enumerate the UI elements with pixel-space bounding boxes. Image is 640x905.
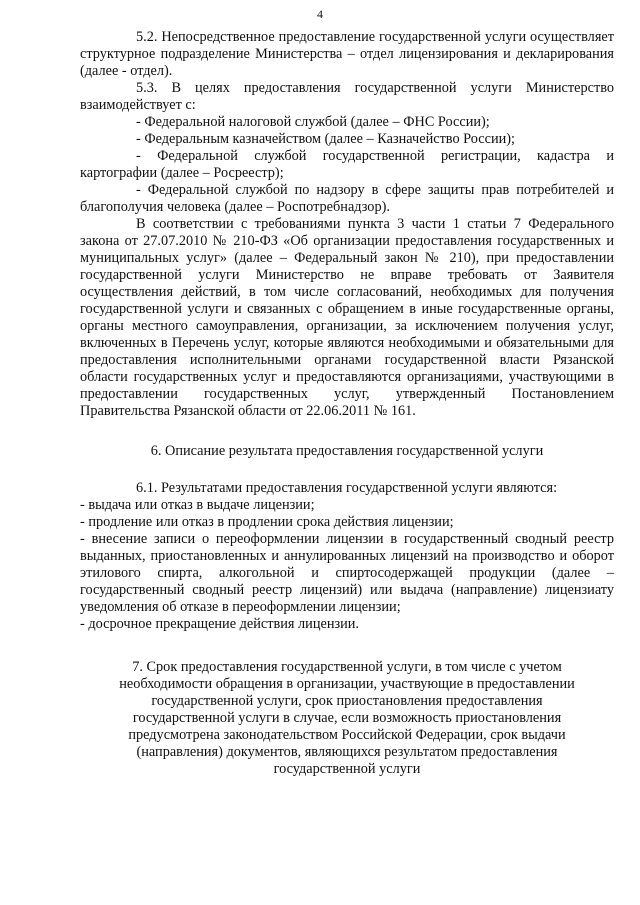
- paragraph-6-1: 6.1. Результатами предоставления государственной услуги являются:: [136, 480, 558, 496]
- list-item-rosreestr: - Федеральной службой государственной регистрации, кадастра и картографии (далее – Росреестр);: [80, 148, 614, 181]
- list-item-issue: - выдача или отказ в выдаче лицензии;: [80, 497, 315, 513]
- paragraph-5-2: 5.2. Непосредственное предоставление государственной услуги осуществляет структурное подразделение Министерства – отдел лицензирования и декларирования (далее - отдел).: [80, 29, 614, 79]
- paragraph-requirements: В соответствии с требованиями пункта 3 части 1 статьи 7 Федерального закона от 27.07.2010 № 210-ФЗ «Об организации предоставления государственных и муниципальных услуг» (далее – Федеральный закон № 210), при предоставлении государственной услуги Министерство не вправе требовать от Заявителя осуществления действий, в том числе согласований, необходимых для получения государственной услуги и связанных с обращением в иные государственные органы, органы местного самоуправления, организации, за исключением получения услуг, включенных в Перечень услуг, которые являются необходимыми и обязательными для предоставления исполнительными органами государственной власти Рязанской области государственных услуг и предоставляются организациями, участвующими в предоставлении государственных услуг, утвержденный Постановлением Правительства Рязанской области от 22.06.2011 № 161.: [80, 216, 614, 419]
- section-6-heading: 6. Описание результата предоставления государственной услуги: [150, 443, 544, 459]
- document-body: [80, 29, 614, 778]
- list-item-terminate: - досрочное прекращение действия лицензии.: [80, 616, 360, 632]
- list-item-fns: - Федеральной налоговой службой (далее – ФНС России);: [136, 114, 490, 130]
- list-item-rospotrebnadzor: - Федеральной службой по надзору в сфере защиты прав потребителей и благополучия человека (далее – Роспотребнадзор).: [80, 182, 614, 215]
- paragraph-5-3: 5.3. В целях предоставления государственной услуги Министерство взаимодействует с:: [80, 80, 614, 113]
- list-item-treasury: - Федеральным казначейством (далее – Казначейство России);: [136, 131, 516, 147]
- list-item-reissue: - внесение записи о переоформлении лицензии в государственный сводный реестр выданных, приостановленных и аннулированных лицензий на производство и оборот этилового спирта, алкогольной и спиртосодержащей продукции (далее – государственный сводный реестр лицензий) или выдача (направление) лицензиату уведомления об отказе в переоформлении лицензии;: [80, 531, 614, 615]
- list-item-extend: - продление или отказ в продлении срока действия лицензии;: [80, 514, 454, 530]
- section-7-heading: 7. Срок предоставления государственной услуги, в том числе с учетом необходимости обращения в организации, участвующие в предоставлении государственной услуги, срок приостановления предоставления государственной услуги в случае, если возможность приостановления предусмотрена законодательством Российской Федерации, срок выдачи (направления) документов, являющихся результатом предоставления государственной услуги: [119, 659, 575, 777]
- page-number: 4: [317, 7, 323, 21]
